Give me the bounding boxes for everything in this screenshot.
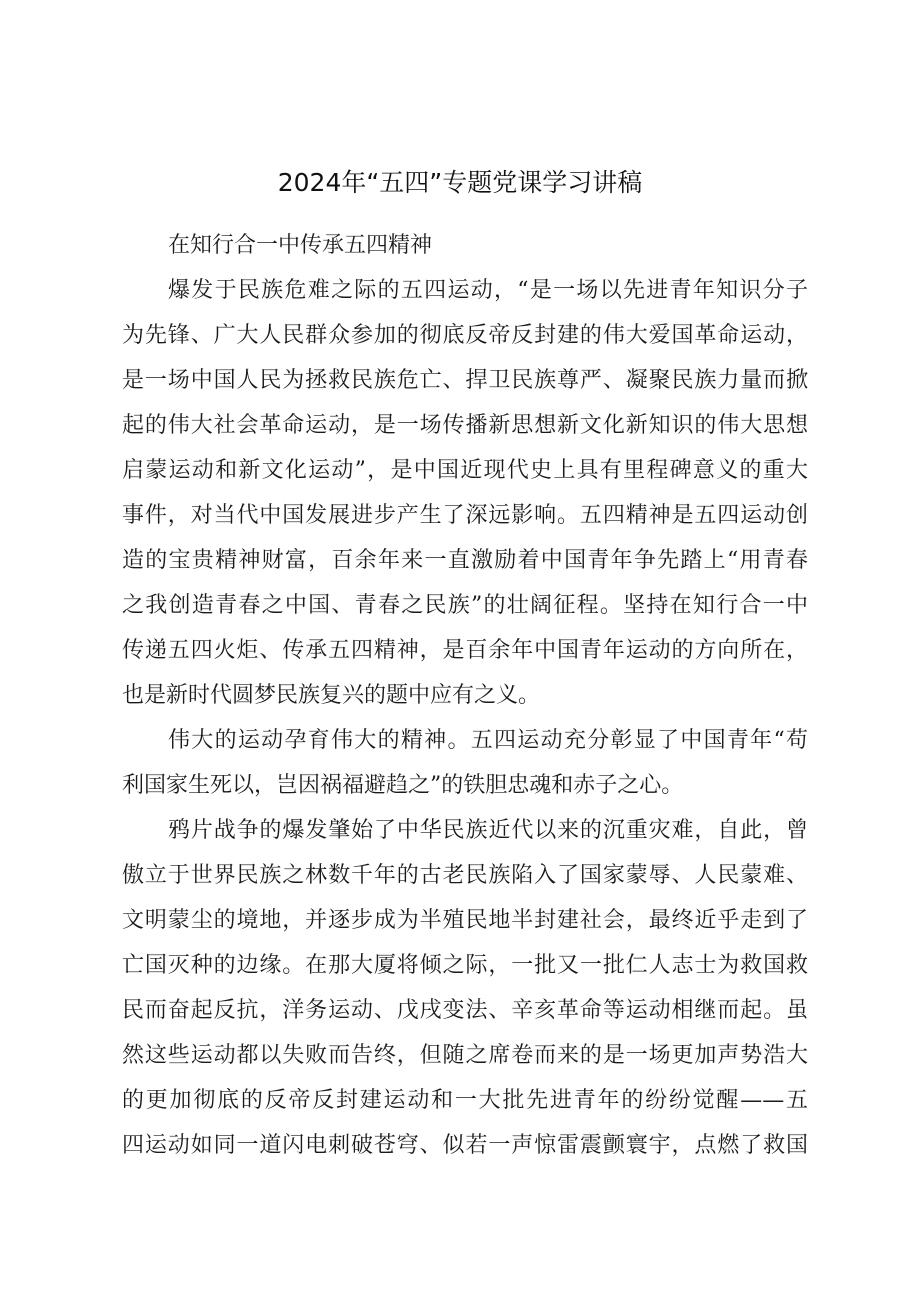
paragraph-line: 亡国灭种的边缘。在那大厦将倾之际，一批又一批仁人志士为救国救 <box>122 953 808 978</box>
paragraph-line: 鸦片战争的爆发肇始了中华民族近代以来的沉重灾难，自此，曾 <box>168 818 808 843</box>
paragraph-line: 文明蒙尘的境地，并逐步成为半殖民地半封建社会，最终近乎走到了 <box>122 908 808 933</box>
paragraph-line: 傲立于世界民族之林数千年的古老民族陷入了国家蒙辱、人民蒙难、 <box>122 863 808 888</box>
paragraph-line: 起的伟大社会革命运动，是一场传播新思想新文化新知识的伟大思想 <box>122 413 808 438</box>
paragraph-line: 是一场中国人民为拯救民族危亡、捍卫民族尊严、凝聚民族力量而掀 <box>122 368 808 393</box>
paragraph-line: 的更加彻底的反帝反封建运动和一大批先进青年的纷纷觉醒——五 <box>122 1088 808 1113</box>
paragraph-line: 启蒙运动和新文化运动”，是中国近现代史上具有里程碑意义的重大 <box>122 458 808 483</box>
paragraph-line: 也是新时代圆梦民族复兴的题中应有之义。 <box>122 683 541 708</box>
paragraph-line: 伟大的运动孕育伟大的精神。五四运动充分彰显了中国青年“苟 <box>168 728 808 753</box>
paragraph-line: 之我创造青春之中国、青春之民族”的壮阔征程。坚持在知行合一中 <box>122 593 808 618</box>
paragraph-line: 利国家生死以，岂因祸福避趋之”的铁胆忠魂和赤子之心。 <box>122 773 684 798</box>
paragraph-line: 传递五四火炬、传承五四精神，是百余年中国青年运动的方向所在， <box>122 638 808 663</box>
paragraph-line: 造的宝贵精神财富，百余年来一直激励着中国青年争先踏上“用青春 <box>122 548 808 573</box>
subtitle-line: 在知行合一中传承五四精神 <box>168 233 433 258</box>
paragraph-line: 为先锋、广大人民群众参加的彻底反帝反封建的伟大爱国革命运动， <box>122 323 808 348</box>
paragraph-line: 爆发于民族危难之际的五四运动，“是一场以先进青年知识分子 <box>168 278 808 303</box>
paragraph-line: 民而奋起反抗，洋务运动、戊戌变法、辛亥革命等运动相继而起。虽 <box>122 998 808 1023</box>
document-title: 2024年“五四”专题党课学习讲稿 <box>277 168 643 197</box>
paragraph-line: 四运动如同一道闪电刺破苍穹、似若一声惊雷震颤寰宇，点燃了救国 <box>122 1133 808 1158</box>
paragraph-line: 事件，对当代中国发展进步产生了深远影响。五四精神是五四运动创 <box>122 503 808 528</box>
paragraph-line: 然这些运动都以失败而告终，但随之席卷而来的是一场更加声势浩大 <box>122 1043 808 1068</box>
